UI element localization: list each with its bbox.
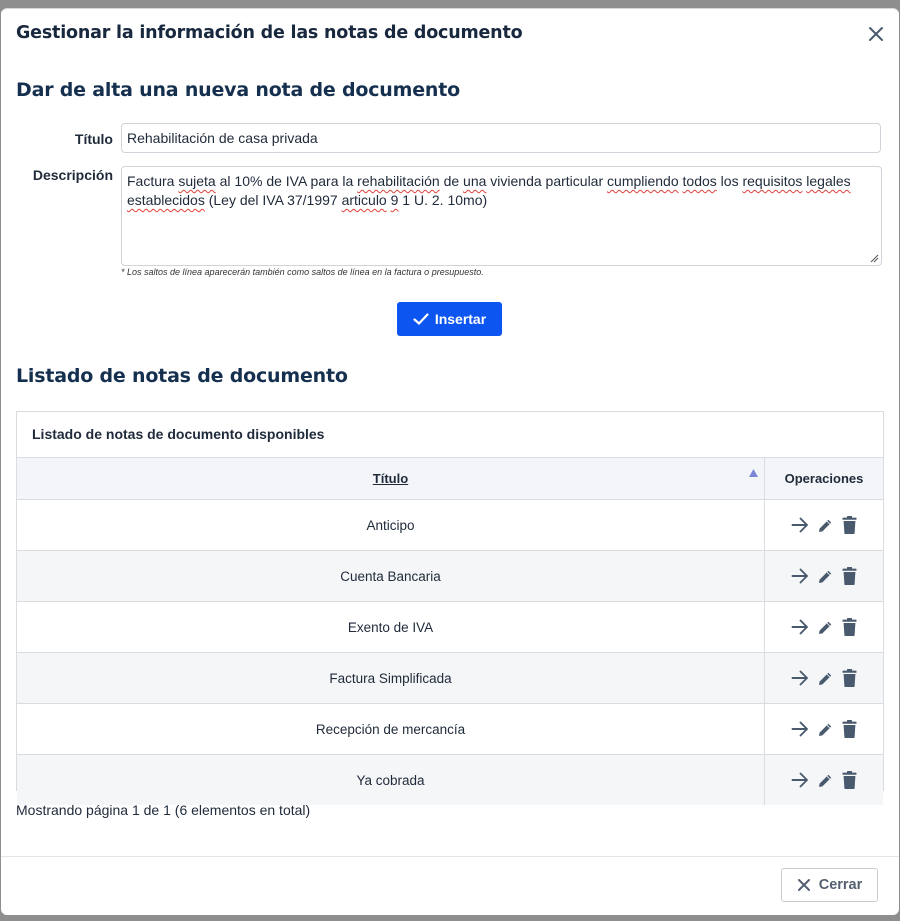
arrow-right-icon[interactable] (791, 517, 809, 533)
table-row (17, 602, 883, 653)
row-operations (765, 704, 884, 755)
sort-ascending-icon (749, 469, 758, 477)
trash-icon[interactable] (842, 516, 857, 534)
row-operations (765, 602, 884, 653)
arrow-right-icon[interactable] (791, 721, 809, 737)
footer-divider (1, 856, 899, 857)
table-row (17, 653, 883, 704)
trash-icon[interactable] (842, 618, 857, 636)
table-row (17, 704, 883, 755)
dialog-title: Gestionar la información de las notas de documento (16, 23, 523, 43)
trash-icon[interactable] (842, 771, 857, 789)
column-header-operations: Operaciones (765, 458, 884, 500)
column-header-title[interactable] (17, 458, 765, 500)
resize-grip-icon[interactable] (870, 254, 879, 263)
table-row (17, 500, 883, 551)
pencil-icon[interactable] (818, 722, 833, 737)
table-row (17, 755, 883, 806)
panel-title: Listado de notas de documento disponibles (17, 412, 883, 458)
notes-table (17, 458, 883, 805)
pencil-icon[interactable] (818, 518, 833, 533)
pencil-icon[interactable] (818, 671, 833, 686)
note-manager-dialog (1, 8, 899, 915)
list-heading: Listado de notas de documento (16, 365, 348, 387)
pencil-icon[interactable] (818, 620, 833, 635)
description-value: Factura sujeta al 10% de IVA para la rehabilitación de una vivienda particular cumpliendo todos los requisitos legales establecidos (Ley del IVA 37/1997 articulo 9 1 U. 2. 10mo) (127, 173, 851, 208)
row-operations (765, 500, 884, 551)
pagination-info: Mostrando página 1 de 1 (6 elementos en total) (16, 802, 311, 818)
arrow-right-icon[interactable] (791, 568, 809, 584)
title-label: Título (74, 131, 113, 147)
new-note-heading: Dar de alta una nueva nota de documento (16, 79, 460, 101)
trash-icon[interactable] (842, 720, 857, 738)
row-title: Recepción de mercancía (17, 704, 765, 755)
row-operations (765, 755, 884, 806)
insert-button[interactable] (397, 302, 502, 336)
row-title: Exento de IVA (17, 602, 765, 653)
check-icon (413, 313, 429, 325)
trash-icon[interactable] (842, 567, 857, 585)
close-icon[interactable] (867, 25, 885, 43)
description-label: Descripción (32, 167, 113, 183)
arrow-right-icon[interactable] (791, 619, 809, 635)
table-row (17, 551, 883, 602)
arrow-right-icon[interactable] (791, 772, 809, 788)
row-operations (765, 653, 884, 704)
column-header-title-label: Título (372, 471, 409, 486)
title-input-value: Rehabilitación de casa privada (127, 130, 318, 146)
arrow-right-icon[interactable] (791, 670, 809, 686)
pencil-icon[interactable] (818, 569, 833, 584)
row-title: Ya cobrada (17, 755, 765, 806)
description-textarea[interactable] (121, 166, 882, 266)
close-icon (797, 878, 811, 892)
title-input[interactable] (121, 123, 881, 153)
close-button[interactable] (781, 868, 878, 902)
line-break-hint: * Los saltos de línea aparecerán también como saltos de línea en la factura o presupuesto. (121, 267, 484, 277)
pencil-icon[interactable] (818, 773, 833, 788)
notes-panel (16, 411, 884, 791)
row-title: Factura Simplificada (17, 653, 765, 704)
row-title: Anticipo (17, 500, 765, 551)
row-title: Cuenta Bancaria (17, 551, 765, 602)
insert-button-label: Insertar (434, 311, 487, 327)
trash-icon[interactable] (842, 669, 857, 687)
row-operations (765, 551, 884, 602)
close-button-label: Cerrar (818, 877, 863, 893)
